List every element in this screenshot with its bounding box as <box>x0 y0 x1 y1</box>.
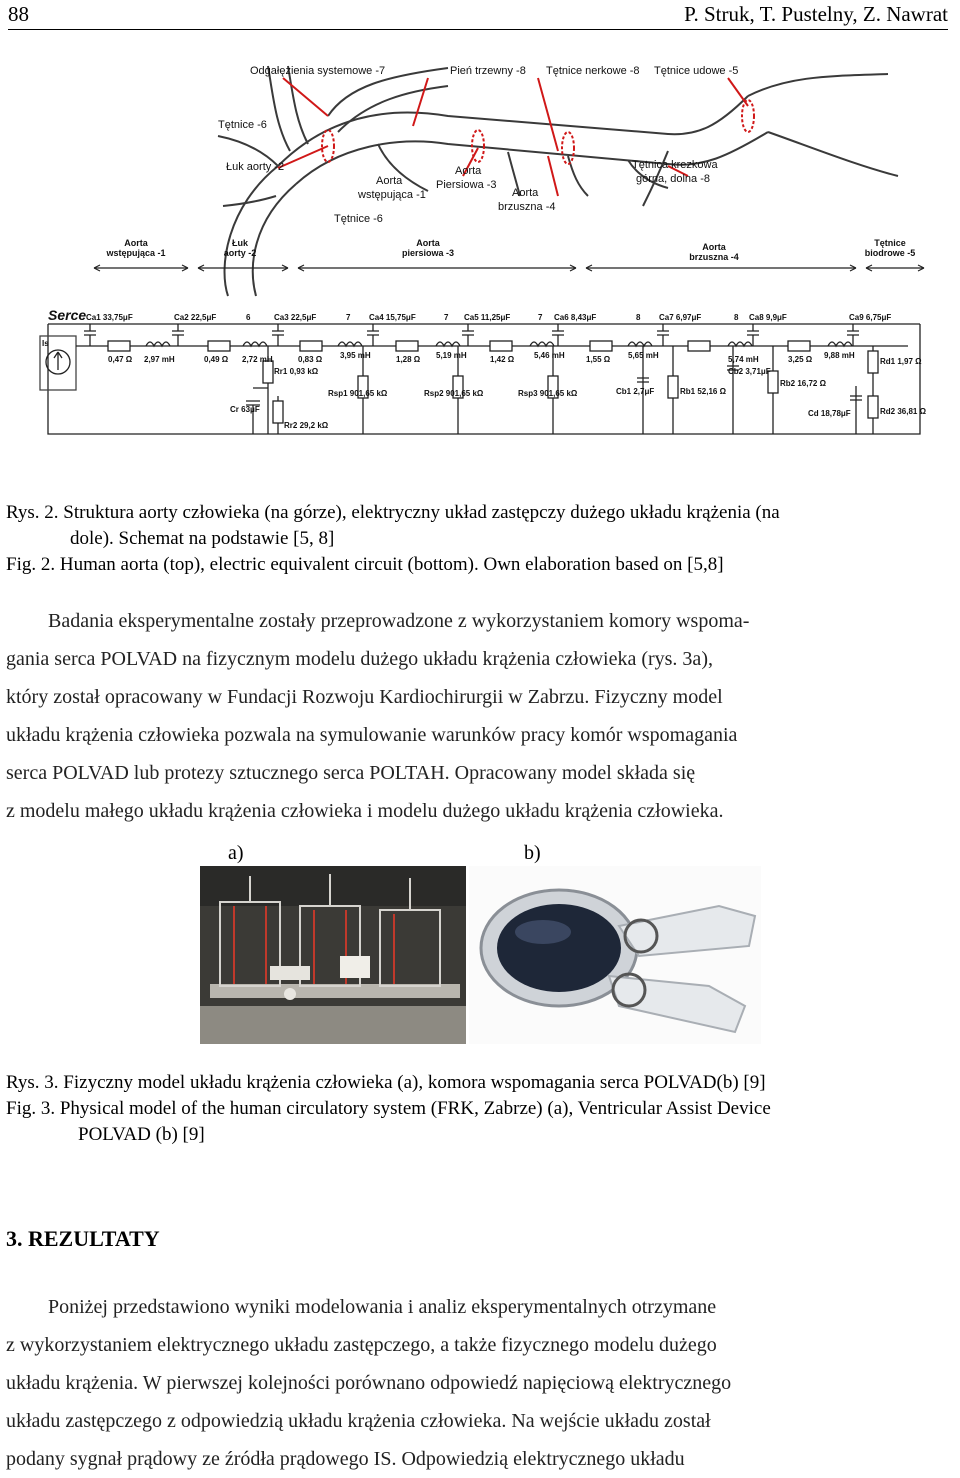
svg-text:0,47 Ω: 0,47 Ω <box>108 355 133 364</box>
figure-3-caption-en-line2: POLVAD (b) [9] <box>78 1124 205 1145</box>
paragraph-line: serca POLVAD lub protezy sztucznego serca POLTAH. Opracowany model składa się <box>6 762 696 784</box>
circuit-labels <box>42 307 927 430</box>
segment-arrows <box>94 265 924 271</box>
svg-text:Ca8 9,9μF: Ca8 9,9μF <box>749 313 787 322</box>
svg-text:2,97 mH: 2,97 mH <box>144 355 175 364</box>
svg-text:7: 7 <box>346 313 351 322</box>
label-odgalezienia: Odgałęzienia systemowe -7 <box>250 65 386 77</box>
paragraph-line: Poniżej przedstawiono wyniki modelowania i analiz eksperymentalnych otrzymane <box>48 1296 717 1318</box>
svg-text:piersiowa -3: piersiowa -3 <box>401 248 455 258</box>
paragraph-line: który został opracowany w Fundacji Rozwoju Kardiochirurgii w Zabrzu. Fizyczny model <box>6 686 723 708</box>
svg-text:Ca4 15,75μF: Ca4 15,75μF <box>369 313 416 322</box>
svg-text:Rb2 16,72 Ω: Rb2 16,72 Ω <box>780 379 826 388</box>
label-krezkowa-2: górna, dolna -8 <box>636 173 710 185</box>
svg-text:Cb2 3,71μF: Cb2 3,71μF <box>728 367 771 376</box>
label-aorta-brz-2: brzuszna -4 <box>498 201 556 213</box>
svg-text:7: 7 <box>538 313 543 322</box>
paragraph-line: układu krążenia człowieka pozwala na symulowanie warunków pracy komór wspomagania <box>6 724 738 746</box>
figure-3-caption-pl: Rys. 3. Fizyczny model układu krążenia człowieka (a), komora wspomagania serca POLVAD(b) [9] <box>6 1072 766 1093</box>
svg-text:8: 8 <box>734 313 739 322</box>
paragraph-line: Badania eksperymentalne zostały przeprowadzone z wykorzystaniem komory wspoma- <box>48 610 750 632</box>
section-heading: 3. REZULTATY <box>6 1226 160 1251</box>
svg-text:aorty -2: aorty -2 <box>223 248 257 258</box>
svg-text:Rsp3 901,65 kΩ: Rsp3 901,65 kΩ <box>518 389 578 398</box>
label-tetnice-udowe: Tętnice udowe -5 <box>654 65 739 77</box>
page-number: 88 <box>8 2 29 26</box>
body-paragraph-1 <box>6 602 956 830</box>
svg-text:0,83 Ω: 0,83 Ω <box>298 355 323 364</box>
label-tetnice-6-bottom: Tętnice -6 <box>334 213 383 225</box>
svg-text:Ca9 6,75μF: Ca9 6,75μF <box>849 313 892 322</box>
svg-text:5,74 mH: 5,74 mH <box>728 355 759 364</box>
label-aorta-pier-2: Piersiowa -3 <box>436 179 497 191</box>
figure-2-aorta-circuit <box>28 56 928 444</box>
figure-3-caption-en-line1: Fig. 3. Physical model of the human circulatory system (FRK, Zabrze) (a), Ventricular Assist Device <box>6 1098 771 1119</box>
svg-text:Ca3 22,5μF: Ca3 22,5μF <box>274 313 317 322</box>
paragraph-line: z modelu małego układu krążenia człowieka i modelu dużego układu krążenia człowieka. <box>6 800 724 822</box>
paragraph-line: podany sygnał prądowy ze źródła prądowego IS. Odpowiedzią elektrycznego układu <box>6 1448 685 1470</box>
svg-text:Aorta: Aorta <box>124 238 148 248</box>
label-pien-trzewny: Pień trzewny -8 <box>450 65 526 77</box>
figure-2-caption-pl-line1: Rys. 2. Struktura aorty człowieka (na górze), elektryczny układ zastępczy dużego układu krążenia (na <box>6 502 780 523</box>
figure-2-caption-en: Fig. 2. Human aorta (top), electric equivalent circuit (bottom). Own elaboration based on [5,8] <box>6 554 724 575</box>
svg-text:Ca5 11,25μF: Ca5 11,25μF <box>464 313 511 322</box>
paragraph-line: układu krążenia. W pierwszej kolejności porównano odpowiedź napięciową elektrycznego <box>6 1372 732 1394</box>
svg-text:Aorta: Aorta <box>416 238 440 248</box>
photo-physical-circulatory-model <box>200 866 466 1044</box>
svg-text:Rr2 29,2 kΩ: Rr2 29,2 kΩ <box>284 421 329 430</box>
figure-3-caption <box>6 1070 956 1148</box>
label-aorta-wst-2: wstępująca -1 <box>358 189 426 201</box>
svg-text:Cr 63μF: Cr 63μF <box>230 405 260 414</box>
svg-text:8: 8 <box>636 313 641 322</box>
paragraph-line: gania serca POLVAD na fizycznym modelu dużego układu krążenia człowieka (rys. 3a), <box>6 648 713 670</box>
svg-text:Rsp2 901,65 kΩ: Rsp2 901,65 kΩ <box>424 389 484 398</box>
label-aorta-wst-1: Aorta <box>376 175 403 187</box>
svg-text:Rr1 0,93 kΩ: Rr1 0,93 kΩ <box>274 367 319 376</box>
svg-text:3,95 mH: 3,95 mH <box>340 351 371 360</box>
photo-polvad-device <box>469 866 761 1044</box>
svg-text:1,42 Ω: 1,42 Ω <box>490 355 515 364</box>
svg-text:brzuszna -4: brzuszna -4 <box>689 252 739 262</box>
svg-text:Rb1 52,16 Ω: Rb1 52,16 Ω <box>680 387 726 396</box>
label-tetnice-nerkowe: Tętnice nerkowe -8 <box>546 65 640 77</box>
svg-text:0,49 Ω: 0,49 Ω <box>204 355 229 364</box>
svg-text:6: 6 <box>246 313 251 322</box>
svg-text:wstępująca -1: wstępująca -1 <box>106 248 166 258</box>
svg-text:Rd2 36,81 Ω: Rd2 36,81 Ω <box>880 407 926 416</box>
segment-labels <box>105 238 915 262</box>
svg-text:Ca7 6,97μF: Ca7 6,97μF <box>659 313 702 322</box>
svg-text:2,72 mH: 2,72 mH <box>242 355 273 364</box>
svg-text:Ca1 33,75μF: Ca1 33,75μF <box>86 313 133 322</box>
svg-text:Cb1 2,7μF: Cb1 2,7μF <box>616 387 655 396</box>
svg-text:biodrowe -5: biodrowe -5 <box>864 248 916 258</box>
figure-3-label-a: a) <box>228 842 244 864</box>
svg-text:Aorta: Aorta <box>702 242 726 252</box>
svg-text:Ca6 8,43μF: Ca6 8,43μF <box>554 313 597 322</box>
svg-text:Tętnice: Tętnice <box>874 238 906 248</box>
svg-text:5,65 mH: 5,65 mH <box>628 351 659 360</box>
label-tetnice-6-top: Tętnice -6 <box>218 119 267 131</box>
label-luk-aorty: Łuk aorty -2 <box>226 161 285 173</box>
figure-2-caption <box>6 500 956 578</box>
svg-text:5,46 mH: 5,46 mH <box>534 351 565 360</box>
paragraph-line: z wykorzystaniem elektrycznego układu zastępczego, a także fizycznego modelu dużego <box>6 1334 717 1356</box>
header-rule <box>8 29 948 30</box>
body-paragraph-2 <box>6 1288 956 1478</box>
svg-text:Cd 18,78μF: Cd 18,78μF <box>808 409 851 418</box>
label-aorta-pier-1: Aorta <box>455 165 482 177</box>
svg-text:Łuk: Łuk <box>231 238 249 248</box>
svg-text:9,88 mH: 9,88 mH <box>824 351 855 360</box>
svg-text:3,25 Ω: 3,25 Ω <box>788 355 813 364</box>
circuit-source-symbol: Is <box>42 339 49 348</box>
running-header-authors: P. Struk, T. Pustelny, Z. Nawrat <box>684 2 948 26</box>
paragraph-line: układu zastępczego z odpowiedzią układu krążenia człowieka. Na wejście układu został <box>6 1410 711 1432</box>
label-aorta-brz-1: Aorta <box>512 187 539 199</box>
svg-text:Rsp1 901,65 kΩ: Rsp1 901,65 kΩ <box>328 389 388 398</box>
svg-text:Rd1 1,97 Ω: Rd1 1,97 Ω <box>880 357 922 366</box>
aorta-anatomy-diagram <box>218 66 898 296</box>
circuit-source-label: Serce <box>48 307 87 323</box>
svg-text:1,28 Ω: 1,28 Ω <box>396 355 421 364</box>
label-krezkowa-1: Tętnica krezkowa <box>632 159 718 171</box>
svg-text:5,19 mH: 5,19 mH <box>436 351 467 360</box>
figure-3-label-b: b) <box>524 842 541 864</box>
svg-text:Ca2 22,5μF: Ca2 22,5μF <box>174 313 217 322</box>
svg-text:7: 7 <box>444 313 449 322</box>
figure-2-caption-pl-line2: dole). Schemat na podstawie [5, 8] <box>70 528 335 549</box>
svg-text:1,55 Ω: 1,55 Ω <box>586 355 611 364</box>
